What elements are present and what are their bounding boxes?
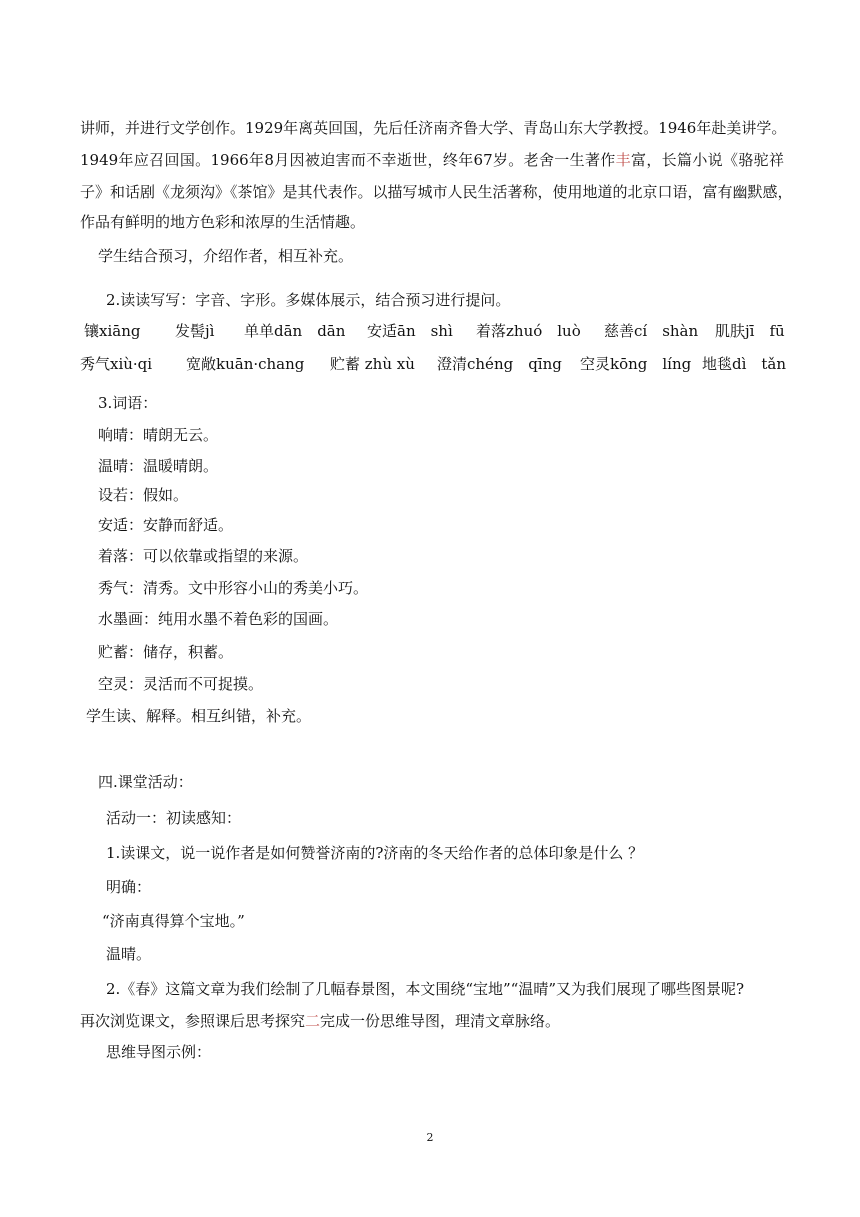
- vocab-item: 水墨画：纯用水墨不着色彩的国画。: [98, 610, 339, 628]
- intro-line-2: [80, 150, 784, 170]
- pinyin-word: 宽敞kuān·chang: [186, 355, 305, 373]
- pinyin-word: 单单dān dān: [244, 322, 346, 340]
- section-4-heading: 四.课堂活动：: [98, 773, 193, 791]
- pinyin-word: 肌肤jī fū: [715, 322, 785, 340]
- quote-answer: “济南真得算个宝地。”: [102, 912, 245, 930]
- pinyin-word: 发髻jì: [175, 322, 215, 340]
- highlighted-char: 丰: [615, 151, 631, 169]
- section-3-heading: 3.词语：: [98, 394, 158, 412]
- vocab-item: 空灵：灵活而不可捉摸。: [98, 675, 264, 693]
- question-1: 1.读课文，说一说作者是如何赞誉济南的?济南的冬天给作者的总体印象是什么 ？: [106, 844, 644, 862]
- intro-line-3: 子》和话剧《龙须沟》《茶馆》是其代表作。以描写城市人民生活著称，使用地道的北京口语，富有幽默感，: [80, 183, 793, 201]
- section-2-heading: 2.读读写写：字音、字形。多媒体展示，结合预习进行提问。: [106, 291, 511, 309]
- student-vocab-note: 学生读、解释。相互纠错，补充。: [86, 707, 312, 725]
- intro-line-2-text-b: 富，长篇小说《骆驼祥: [630, 151, 784, 169]
- question-2-line-2: [80, 1011, 560, 1031]
- answer-text: 温晴。: [106, 945, 152, 963]
- vocab-item: 响晴：晴朗无云。: [98, 426, 219, 444]
- student-intro-note: 学生结合预习，介绍作者，相互补充。: [98, 247, 354, 265]
- mindmap-example-label: 思维导图示例：: [106, 1043, 212, 1061]
- intro-line-1: 讲师，并进行文学创作。1929年离英回国，先后任济南齐鲁大学、青岛山东大学教授。1946年赴美讲学。: [80, 119, 787, 137]
- vocab-item: 安适：安静而舒适。: [98, 516, 234, 534]
- pinyin-word: 镶xiāng: [84, 322, 141, 340]
- question-2-line-1: 2.《春》这篇文章为我们绘制了几幅春景图，本文围绕“宝地”“温晴”又为我们展现了哪些图景呢?: [106, 980, 745, 998]
- vocab-item: 秀气：清秀。文中形容小山的秀美小巧。: [98, 579, 369, 597]
- pinyin-word: 安适ān shì: [367, 322, 453, 340]
- pinyin-word: 秀气xiù·qi: [80, 355, 153, 373]
- vocab-item: 温晴：温暖晴朗。: [98, 457, 219, 475]
- pinyin-word: 空灵kōng líng: [580, 355, 692, 373]
- intro-line-2-text-a: 1949年应召回国。1966年8月因被迫害而不幸逝世，终年67岁。老舍一生著作: [80, 151, 616, 169]
- highlighted-char: 二: [305, 1012, 321, 1030]
- vocab-item: 设若：假如。: [98, 486, 189, 504]
- pinyin-word: 地毯dì tǎn: [702, 355, 787, 373]
- pinyin-word: 着落zhuó luò: [476, 322, 581, 340]
- clarify-label: 明确：: [106, 878, 152, 896]
- question-2-text-b: 完成一份思维导图，理清文章脉络。: [320, 1012, 561, 1030]
- question-2-text-a: 再次浏览课文，参照课后思考探究: [80, 1012, 306, 1030]
- pinyin-word: 澄清chéng qīng: [437, 355, 562, 373]
- intro-line-4: 作品有鲜明的地方色彩和浓厚的生活情趣。: [80, 213, 366, 231]
- vocab-item: 着落：可以依靠或指望的来源。: [98, 547, 309, 565]
- activity-1-title: 活动一：初读感知：: [106, 809, 242, 827]
- page-number: 2: [426, 1131, 434, 1144]
- vocab-item: 贮蓄：储存，积蓄。: [98, 643, 234, 661]
- pinyin-word: 贮蓄 zhù xù: [330, 355, 415, 373]
- pinyin-word: 慈善cí shàn: [604, 322, 699, 340]
